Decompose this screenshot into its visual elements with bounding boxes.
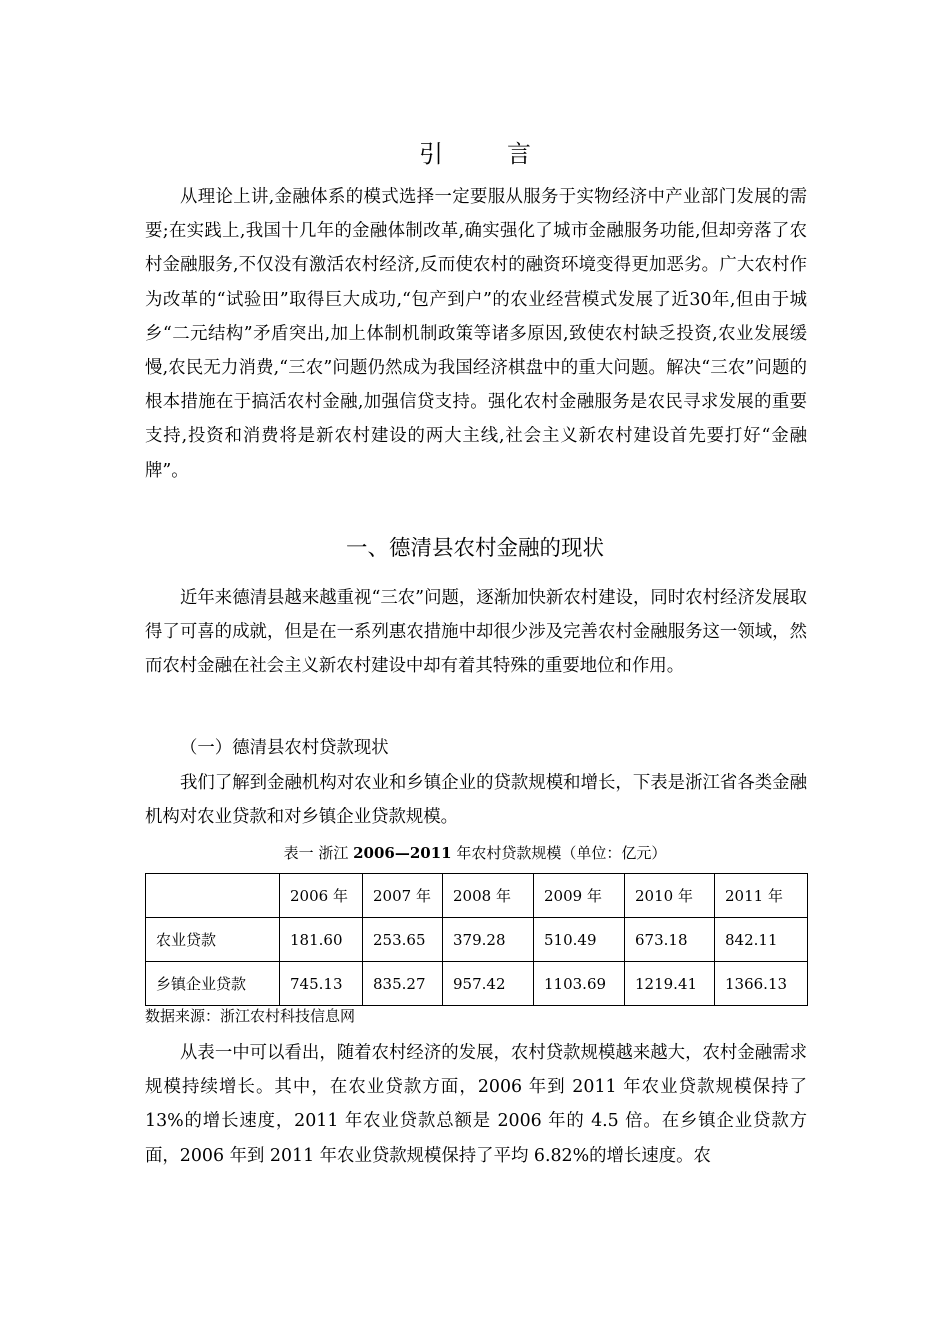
section-paragraph-3: 从表一中可以看出，随着农村经济的发展，农村贷款规模越来越大，农村金融需求规模持续增长。其中，在农业贷款方面，2006 年到 2011 年农业贷款规模保持了 13%的增长速度，2011 年农业贷款总额是 2006 年的 4.5 倍。在乡镇企业贷款方面，2006 年到 2011 年农业贷款规模保持了平均 6.82%的增长速度。农 [145,1043,807,1166]
table-cell: 乡镇企业贷款 [146,962,280,1006]
table-row [146,918,808,962]
table-cell: 253.65 [363,918,443,962]
sub-heading: （一）德清县农村贷款现状 [180,738,389,758]
table-cell: 957.42 [443,962,534,1006]
table-cell: 842.11 [715,918,808,962]
table-caption-prefix: 表一 浙江 [283,844,354,862]
table-cell: 510.49 [534,918,625,962]
table-cell: 农业贷款 [146,918,280,962]
section-paragraph-2: 我们了解到金融机构对农业和乡镇企业的贷款规模和增长，下表是浙江省各类金融机构对农业贷款和对乡镇企业贷款规模。 [145,773,807,828]
table-cell: 379.28 [443,918,534,962]
loan-table [145,873,808,1006]
table-source-note: 数据来源：浙江农村科技信息网 [145,1007,356,1025]
table-header-cell [146,874,280,918]
table-header-cell: 2007 年 [363,874,443,918]
section-heading: 一、德清县农村金融的现状 [345,536,604,561]
section-paragraph-1: 近年来德清县越来越重视“三农”问题，逐渐加快新农村建设，同时农村经济发展取得了可喜的成就，但是在一系列惠农措施中却很少涉及完善农村金融服务这一领域，然而农村金融在社会主义新农村建设中却有着其特殊的重要地位和作用。 [145,588,807,677]
table-caption-suffix: 年农村贷款规模（单位：亿元） [451,844,667,862]
table-cell: 1219.41 [625,962,715,1006]
table-cell: 835.27 [363,962,443,1006]
intro-paragraph: 从理论上讲,金融体系的模式选择一定要服从服务于实物经济中产业部门发展的需要;在实践上,我国十几年的金融体制改革,确实强化了城市金融服务功能,但却旁落了农村金融服务,不仅没有激活农村经济,反而使农村的融资环境变得更加恶劣。广大农村作为改革的“试验田”取得巨大成功,“包产到户”的农业经营模式发展了近30年,但由于城乡“二元结构”矛盾突出,加上体制机制政策等诸多原因,致使农村缺乏投资,农业发展缓慢,农民无力消费,“三农”问题仍然成为我国经济棋盘中的重大问题。解决“三农”问题的根本措施在于搞活农村金融,加强信贷支持。强化农村金融服务是农民寻求发展的重要支持,投资和消费将是新农村建设的两大主线,社会主义新农村建设首先要打好“金融牌”。 [145,187,807,481]
table-row [146,962,808,1006]
table-caption-years: 2006—2011 [353,844,452,862]
table-header-cell: 2006 年 [280,874,363,918]
table-cell: 181.60 [280,918,363,962]
table-caption [0,842,950,863]
table-cell: 1103.69 [534,962,625,1006]
page-title: 引 言 [419,140,551,168]
table-cell: 745.13 [280,962,363,1006]
table-header-cell: 2011 年 [715,874,808,918]
table-header-cell: 2010 年 [625,874,715,918]
table-header-row [146,874,808,918]
table-cell: 673.18 [625,918,715,962]
table-header-cell: 2008 年 [443,874,534,918]
table-header-cell: 2009 年 [534,874,625,918]
table-cell: 1366.13 [715,962,808,1006]
